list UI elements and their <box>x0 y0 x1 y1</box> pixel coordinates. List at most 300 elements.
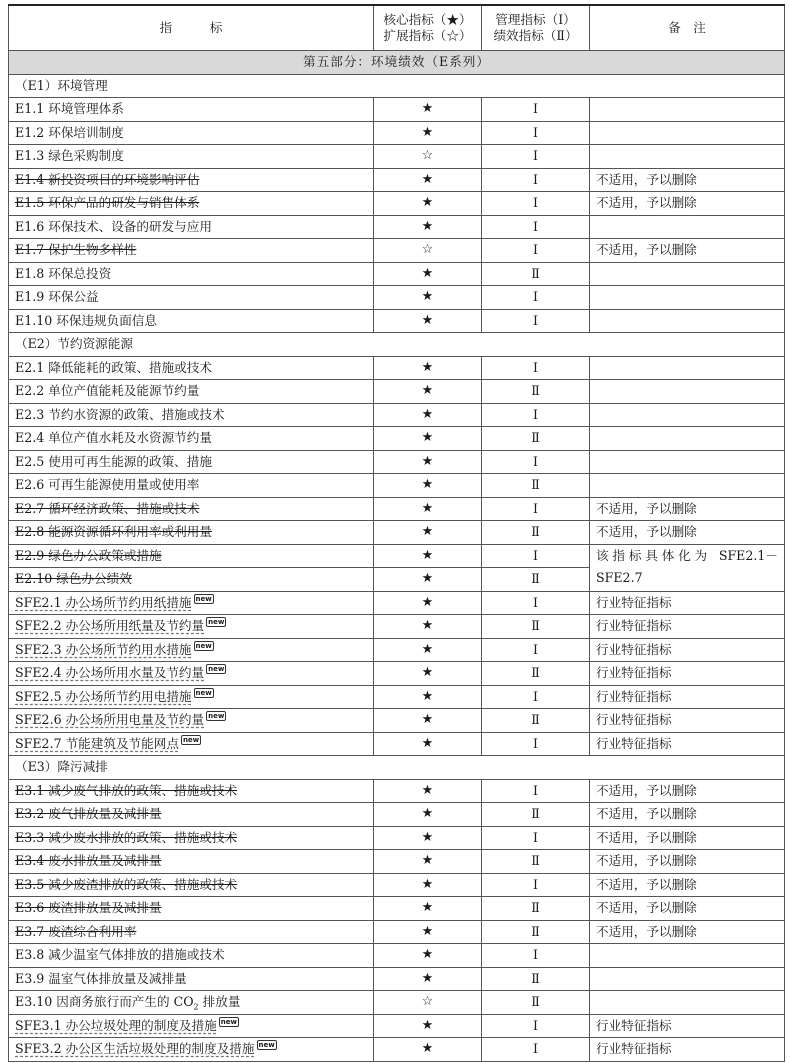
indicator-name <box>15 125 124 140</box>
note-cell <box>590 215 785 239</box>
indicator-name <box>15 971 187 986</box>
indicator-type: Ⅰ <box>482 779 590 803</box>
indicator-name <box>15 689 192 704</box>
deleted-indicator-name <box>15 548 162 563</box>
indicator-cell <box>9 920 374 944</box>
table-row <box>9 121 785 145</box>
table-row <box>9 873 785 897</box>
new-badge: new <box>195 641 212 650</box>
indicator-name <box>15 360 212 375</box>
core-star-icon: ★ <box>374 450 482 474</box>
note-cell: 不适用，予以删除 <box>590 779 785 803</box>
deleted-indicator-name <box>15 501 199 516</box>
deleted-indicator-name <box>15 242 136 257</box>
header-core-extended <box>374 5 482 51</box>
core-star-icon: ★ <box>374 1014 482 1038</box>
indicator-cell <box>9 803 374 827</box>
indicator-type: Ⅱ <box>482 615 590 639</box>
indicator-name-text: E2.10 绿色办公绩效 <box>15 571 132 586</box>
indicator-name <box>15 736 179 751</box>
indicator-cell <box>9 826 374 850</box>
indicator-name <box>15 101 124 116</box>
core-star-icon: ★ <box>374 850 482 874</box>
note-cell: 不适用，予以删除 <box>590 920 785 944</box>
table-row <box>9 1014 785 1038</box>
note-cell <box>590 427 785 451</box>
header-management-label: 管理指标（Ⅰ） <box>495 12 576 27</box>
table-body <box>9 51 785 1062</box>
indicator-type: Ⅰ <box>482 1014 590 1038</box>
indicator-name <box>15 477 199 492</box>
indicator-name-text: E2.5 使用可再生能源的政策、措施 <box>15 453 212 469</box>
core-star-icon: ★ <box>374 262 482 286</box>
indicator-type: Ⅰ <box>482 215 590 239</box>
indicator-cell <box>9 215 374 239</box>
indicator-type: Ⅰ <box>482 450 590 474</box>
note-cell <box>590 967 785 991</box>
note-cell <box>590 474 785 498</box>
core-star-icon: ★ <box>374 568 482 592</box>
new-badge: new <box>208 665 225 673</box>
indicator-name-text: E3.5 减少废渣排放的政策、措施或技术 <box>15 876 238 892</box>
indicator-cell <box>9 732 374 756</box>
indicator-name-text: SFE2.7 节能建筑及节能网点 <box>15 735 179 751</box>
part-title: 第五部分：环境绩效（E系列） <box>9 51 785 75</box>
indicator-name-text: E2.2 单位产值能耗及能源节约量 <box>15 383 200 398</box>
table-row <box>9 403 785 427</box>
table-row <box>9 662 785 686</box>
note-cell <box>590 286 785 310</box>
deleted-indicator-name <box>15 524 212 539</box>
core-star-icon: ★ <box>374 944 482 968</box>
deleted-indicator-name <box>15 783 237 798</box>
indicator-name-text: E2.7 循环经济政策、措施或技术 <box>15 500 200 516</box>
table-row <box>9 497 785 521</box>
core-star-icon: ★ <box>374 662 482 686</box>
table-row <box>9 967 785 991</box>
new-badge: new <box>208 618 225 626</box>
indicator-cell <box>9 192 374 216</box>
core-star-icon: ★ <box>374 967 482 991</box>
table-row <box>9 145 785 169</box>
indicator-type: Ⅱ <box>482 991 590 1015</box>
note-cell: 行业特征指标 <box>590 591 785 615</box>
core-star-icon: ★ <box>374 521 482 545</box>
indicator-name-text: E1.8 环保总投资 <box>15 265 112 281</box>
note-cell: 行业特征指标 <box>590 709 785 733</box>
section-title: （E1）环境管理 <box>9 74 785 98</box>
indicator-cell <box>9 262 374 286</box>
indicator-name-text: E1.7 保护生物多样性 <box>15 242 137 257</box>
indicator-cell <box>9 944 374 968</box>
indicator-type: Ⅰ <box>482 356 590 380</box>
note-cell: 行业特征指标 <box>590 662 785 686</box>
note-cell <box>590 380 785 404</box>
core-star-icon: ★ <box>374 380 482 404</box>
indicator-cell <box>9 568 374 592</box>
note-cell <box>590 403 785 427</box>
section-header-row <box>9 333 785 357</box>
table-row <box>9 1038 785 1062</box>
note-cell <box>590 450 785 474</box>
core-star-icon: ★ <box>374 98 482 122</box>
indicator-cell <box>9 521 374 545</box>
indicator-type: Ⅱ <box>482 262 590 286</box>
table-row <box>9 215 785 239</box>
note-cell: 不适用，予以删除 <box>590 497 785 521</box>
deleted-indicator-name <box>15 924 136 939</box>
indicator-name-text: E2.4 单位产值水耗及水资源节约量 <box>15 430 212 445</box>
indicator-type: Ⅰ <box>482 732 590 756</box>
note-cell <box>590 98 785 122</box>
core-star-icon: ★ <box>374 779 482 803</box>
deleted-indicator-name <box>15 806 162 821</box>
table-row <box>9 239 785 263</box>
table-row <box>9 709 785 733</box>
note-cell: 不适用，予以删除 <box>590 826 785 850</box>
note-cell <box>590 356 785 380</box>
indicator-cell <box>9 403 374 427</box>
note-cell: 行业特征指标 <box>590 685 785 709</box>
new-badge: new <box>195 688 212 697</box>
note-cell: 不适用，予以删除 <box>590 192 785 216</box>
core-star-icon: ★ <box>374 309 482 333</box>
core-star-icon: ★ <box>374 873 482 897</box>
table-row <box>9 544 785 568</box>
header-performance-label: 绩效指标（Ⅱ） <box>493 28 578 43</box>
indicator-name-text: SFE2.4 办公场所用水量及节约量 <box>15 665 205 680</box>
new-badge: new <box>220 1017 237 1026</box>
indicator-name-text: E1.4 新投资项目的环境影响评估 <box>15 171 200 187</box>
extended-star-icon: ☆ <box>374 991 482 1015</box>
indicator-cell <box>9 121 374 145</box>
indicator-name-text: SFE2.2 办公场所用纸量及节约量 <box>15 618 205 633</box>
core-star-icon: ★ <box>374 732 482 756</box>
indicator-type: Ⅱ <box>482 568 590 592</box>
section-title: （E3）降污减排 <box>9 756 785 780</box>
core-star-icon: ★ <box>374 685 482 709</box>
indicator-type: Ⅱ <box>482 380 590 404</box>
indicator-cell <box>9 145 374 169</box>
indicator-type: Ⅱ <box>482 897 590 921</box>
note-cell: 不适用，予以删除 <box>590 897 785 921</box>
indicator-name-text: E1.1 环境管理体系 <box>15 101 124 116</box>
indicator-name <box>15 994 241 1012</box>
table-row <box>9 474 785 498</box>
core-star-icon: ★ <box>374 497 482 521</box>
indicator-cell <box>9 1014 374 1038</box>
indicator-cell <box>9 638 374 662</box>
indicator-name <box>15 289 99 304</box>
table-row <box>9 286 785 310</box>
table-row <box>9 521 785 545</box>
table-row <box>9 850 785 874</box>
indicator-type: Ⅰ <box>482 1038 590 1062</box>
table-row <box>9 685 785 709</box>
table-header-row <box>9 5 785 51</box>
core-star-icon: ★ <box>374 638 482 662</box>
note-cell: 不适用，予以删除 <box>590 873 785 897</box>
indicator-name-text: E3.9 温室气体排放量及减排量 <box>15 970 187 986</box>
indicator-name-text: SFE2.1 办公场所节约用纸措施 <box>15 594 192 610</box>
indicator-cell <box>9 427 374 451</box>
indicator-type: Ⅰ <box>482 403 590 427</box>
table-row <box>9 991 785 1015</box>
indicator-type: Ⅰ <box>482 591 590 615</box>
indicator-cell <box>9 380 374 404</box>
core-star-icon: ★ <box>374 215 482 239</box>
header-indicator: 指 标 <box>9 5 374 51</box>
indicator-name-text: SFE2.6 办公场所用电量及节约量 <box>15 712 205 727</box>
indicator-name-text: SFE3.2 办公区生活垃圾处理的制度及措施 <box>15 1041 255 1056</box>
indicator-name <box>15 712 204 727</box>
table-row <box>9 897 785 921</box>
table-row <box>9 615 785 639</box>
table-row <box>9 380 785 404</box>
indicator-cell <box>9 685 374 709</box>
indicator-cell <box>9 1038 374 1062</box>
note-cell: 不适用，予以删除 <box>590 850 785 874</box>
indicator-name-text: E1.10 环保违规负面信息 <box>15 312 157 328</box>
note-cell <box>590 145 785 169</box>
indicator-cell <box>9 474 374 498</box>
indicator-name-text: E3.10 因商务旅行而产生的 CO <box>15 994 194 1009</box>
indicator-name <box>15 454 212 469</box>
deleted-indicator-name <box>15 853 162 868</box>
table-row <box>9 168 785 192</box>
indicator-cell <box>9 286 374 310</box>
note-cell: 该指标具体化为 SFE2.1－SFE2.7 <box>590 544 785 591</box>
indicator-name-text: E1.9 环保公益 <box>15 289 99 304</box>
table-row <box>9 591 785 615</box>
header-extended-label: 扩展指标（☆） <box>383 28 472 43</box>
indicator-name-text: E2.3 节约水资源的政策、措施或技术 <box>15 406 225 422</box>
indicator-cell <box>9 662 374 686</box>
indicator-type: Ⅰ <box>482 239 590 263</box>
indicator-type: Ⅰ <box>482 286 590 310</box>
table-row <box>9 944 785 968</box>
indicator-type: Ⅱ <box>482 803 590 827</box>
note-cell: 行业特征指标 <box>590 615 785 639</box>
indicator-name <box>15 1018 217 1033</box>
indicator-type: Ⅰ <box>482 145 590 169</box>
indicator-cell <box>9 168 374 192</box>
core-star-icon: ★ <box>374 121 482 145</box>
indicator-type: Ⅰ <box>482 309 590 333</box>
core-star-icon: ★ <box>374 1038 482 1062</box>
new-badge: new <box>258 1041 275 1049</box>
indicator-name <box>15 665 204 680</box>
new-badge: new <box>208 712 225 720</box>
indicator-name-text: SFE2.5 办公场所节约用电措施 <box>15 688 192 704</box>
indicator-cell <box>9 98 374 122</box>
core-star-icon: ★ <box>374 920 482 944</box>
core-star-icon: ★ <box>374 544 482 568</box>
indicator-name-text: E3.3 减少废水排放的政策、措施或技术 <box>15 829 238 845</box>
table-row <box>9 98 785 122</box>
indicator-cell <box>9 544 374 568</box>
indicator-name-suffix: 排放量 <box>198 994 241 1009</box>
note-cell: 不适用，予以删除 <box>590 803 785 827</box>
indicator-type: Ⅰ <box>482 544 590 568</box>
note-cell <box>590 991 785 1015</box>
indicator-type: Ⅰ <box>482 944 590 968</box>
indicator-cell <box>9 709 374 733</box>
section-header-row <box>9 74 785 98</box>
indicator-name <box>15 430 212 445</box>
core-star-icon: ★ <box>374 591 482 615</box>
indicator-name <box>15 407 225 422</box>
indicator-type: Ⅱ <box>482 521 590 545</box>
indicator-type: Ⅰ <box>482 497 590 521</box>
indicator-name-text: E1.3 绿色采购制度 <box>15 148 124 163</box>
indicator-name <box>15 266 111 281</box>
indicator-name-text: E2.9 绿色办公政策或措施 <box>15 547 162 563</box>
core-star-icon: ★ <box>374 803 482 827</box>
indicator-name-text: E3.4 废水排放量及减排量 <box>15 853 162 868</box>
indicator-cell <box>9 591 374 615</box>
indicator-type: Ⅱ <box>482 427 590 451</box>
indicator-type: Ⅱ <box>482 474 590 498</box>
note-cell: 行业特征指标 <box>590 732 785 756</box>
indicator-name-text: E1.5 环保产品的研发与销售体系 <box>15 195 200 210</box>
note-cell <box>590 944 785 968</box>
deleted-indicator-name <box>15 877 237 892</box>
core-star-icon: ★ <box>374 286 482 310</box>
indicator-cell <box>9 450 374 474</box>
part-title-row <box>9 51 785 75</box>
new-badge: new <box>182 735 200 744</box>
table-row <box>9 262 785 286</box>
core-star-icon: ★ <box>374 709 482 733</box>
core-star-icon: ★ <box>374 403 482 427</box>
deleted-indicator-name <box>15 900 162 915</box>
indicator-name-text: E2.6 可再生能源使用量或使用率 <box>15 477 200 492</box>
indicator-cell <box>9 239 374 263</box>
table-row <box>9 732 785 756</box>
extended-star-icon: ☆ <box>374 145 482 169</box>
indicator-type: Ⅰ <box>482 192 590 216</box>
note-cell: 行业特征指标 <box>590 1038 785 1062</box>
subscript: 2 <box>193 1002 199 1012</box>
indicator-name-text: E3.6 废渣排放量及减排量 <box>15 900 162 915</box>
indicator-type: Ⅰ <box>482 638 590 662</box>
indicator-name <box>15 642 192 657</box>
note-cell <box>590 121 785 145</box>
indicator-name <box>15 383 199 398</box>
table-row <box>9 638 785 662</box>
section-header-row <box>9 756 785 780</box>
note-cell <box>590 309 785 333</box>
core-star-icon: ★ <box>374 427 482 451</box>
note-cell: 不适用，予以删除 <box>590 239 785 263</box>
indicator-type: Ⅰ <box>482 98 590 122</box>
indicator-name <box>15 313 157 328</box>
table-row <box>9 779 785 803</box>
new-badge: new <box>195 594 212 603</box>
indicator-cell <box>9 615 374 639</box>
core-star-icon: ★ <box>374 615 482 639</box>
indicator-name-text: E3.7 废渣综合利用率 <box>15 923 137 939</box>
indicator-cell <box>9 497 374 521</box>
note-cell: 行业特征指标 <box>590 638 785 662</box>
indicator-type: Ⅰ <box>482 873 590 897</box>
indicator-name-text: SFE2.3 办公场所节约用水措施 <box>15 641 192 657</box>
indicator-name-text: E2.8 能源资源循环利用率或利用量 <box>15 524 212 539</box>
indicator-name-text: E1.2 环保培训制度 <box>15 124 124 140</box>
indicator-type: Ⅰ <box>482 685 590 709</box>
indicator-cell <box>9 873 374 897</box>
indicator-cell <box>9 991 374 1015</box>
table-row <box>9 309 785 333</box>
table-row <box>9 427 785 451</box>
indicator-name-text: E3.8 减少温室气体排放的措施或技术 <box>15 947 225 962</box>
indicator-type: Ⅱ <box>482 709 590 733</box>
table-row <box>9 356 785 380</box>
indicator-cell <box>9 897 374 921</box>
core-star-icon: ★ <box>374 826 482 850</box>
note-cell: 不适用，予以删除 <box>590 521 785 545</box>
indicator-cell <box>9 309 374 333</box>
table-row <box>9 450 785 474</box>
core-star-icon: ★ <box>374 168 482 192</box>
header-notes: 备 注 <box>590 5 785 51</box>
note-cell <box>590 262 785 286</box>
indicator-type: Ⅰ <box>482 826 590 850</box>
note-cell: 行业特征指标 <box>590 1014 785 1038</box>
table-row <box>9 920 785 944</box>
core-star-icon: ★ <box>374 897 482 921</box>
indicator-cell <box>9 967 374 991</box>
indicator-table <box>8 4 785 1062</box>
deleted-indicator-name <box>15 571 132 586</box>
table-row <box>9 192 785 216</box>
deleted-indicator-name <box>15 195 199 210</box>
core-star-icon: ★ <box>374 474 482 498</box>
indicator-name-text: E1.6 环保技术、设备的研发与应用 <box>15 218 212 234</box>
indicator-name <box>15 618 204 633</box>
indicator-name-text: E3.1 减少废气排放的政策、措施或技术 <box>15 782 238 798</box>
indicator-cell <box>9 850 374 874</box>
indicator-type: Ⅱ <box>482 920 590 944</box>
extended-star-icon: ☆ <box>374 239 482 263</box>
indicator-name-text: E2.1 降低能耗的政策、措施或技术 <box>15 359 212 375</box>
indicator-type: Ⅰ <box>482 168 590 192</box>
header-management-performance <box>482 5 590 51</box>
note-cell: 不适用，予以删除 <box>590 168 785 192</box>
indicator-name <box>15 219 212 234</box>
core-star-icon: ★ <box>374 356 482 380</box>
indicator-name-text: E3.2 废气排放量及减排量 <box>15 806 162 821</box>
indicator-cell <box>9 356 374 380</box>
deleted-indicator-name <box>15 830 237 845</box>
indicator-name <box>15 947 225 962</box>
table-row <box>9 803 785 827</box>
indicator-cell <box>9 779 374 803</box>
table-row <box>9 826 785 850</box>
indicator-type: Ⅱ <box>482 662 590 686</box>
indicator-name <box>15 1041 255 1056</box>
indicator-name <box>15 595 192 610</box>
core-star-icon: ★ <box>374 192 482 216</box>
deleted-indicator-name <box>15 172 199 187</box>
indicator-type: Ⅰ <box>482 121 590 145</box>
indicator-name-text: SFE3.1 办公垃圾处理的制度及措施 <box>15 1017 217 1033</box>
indicator-type: Ⅱ <box>482 967 590 991</box>
section-title: （E2）节约资源能源 <box>9 333 785 357</box>
indicator-name <box>15 148 124 163</box>
indicator-type: Ⅱ <box>482 850 590 874</box>
